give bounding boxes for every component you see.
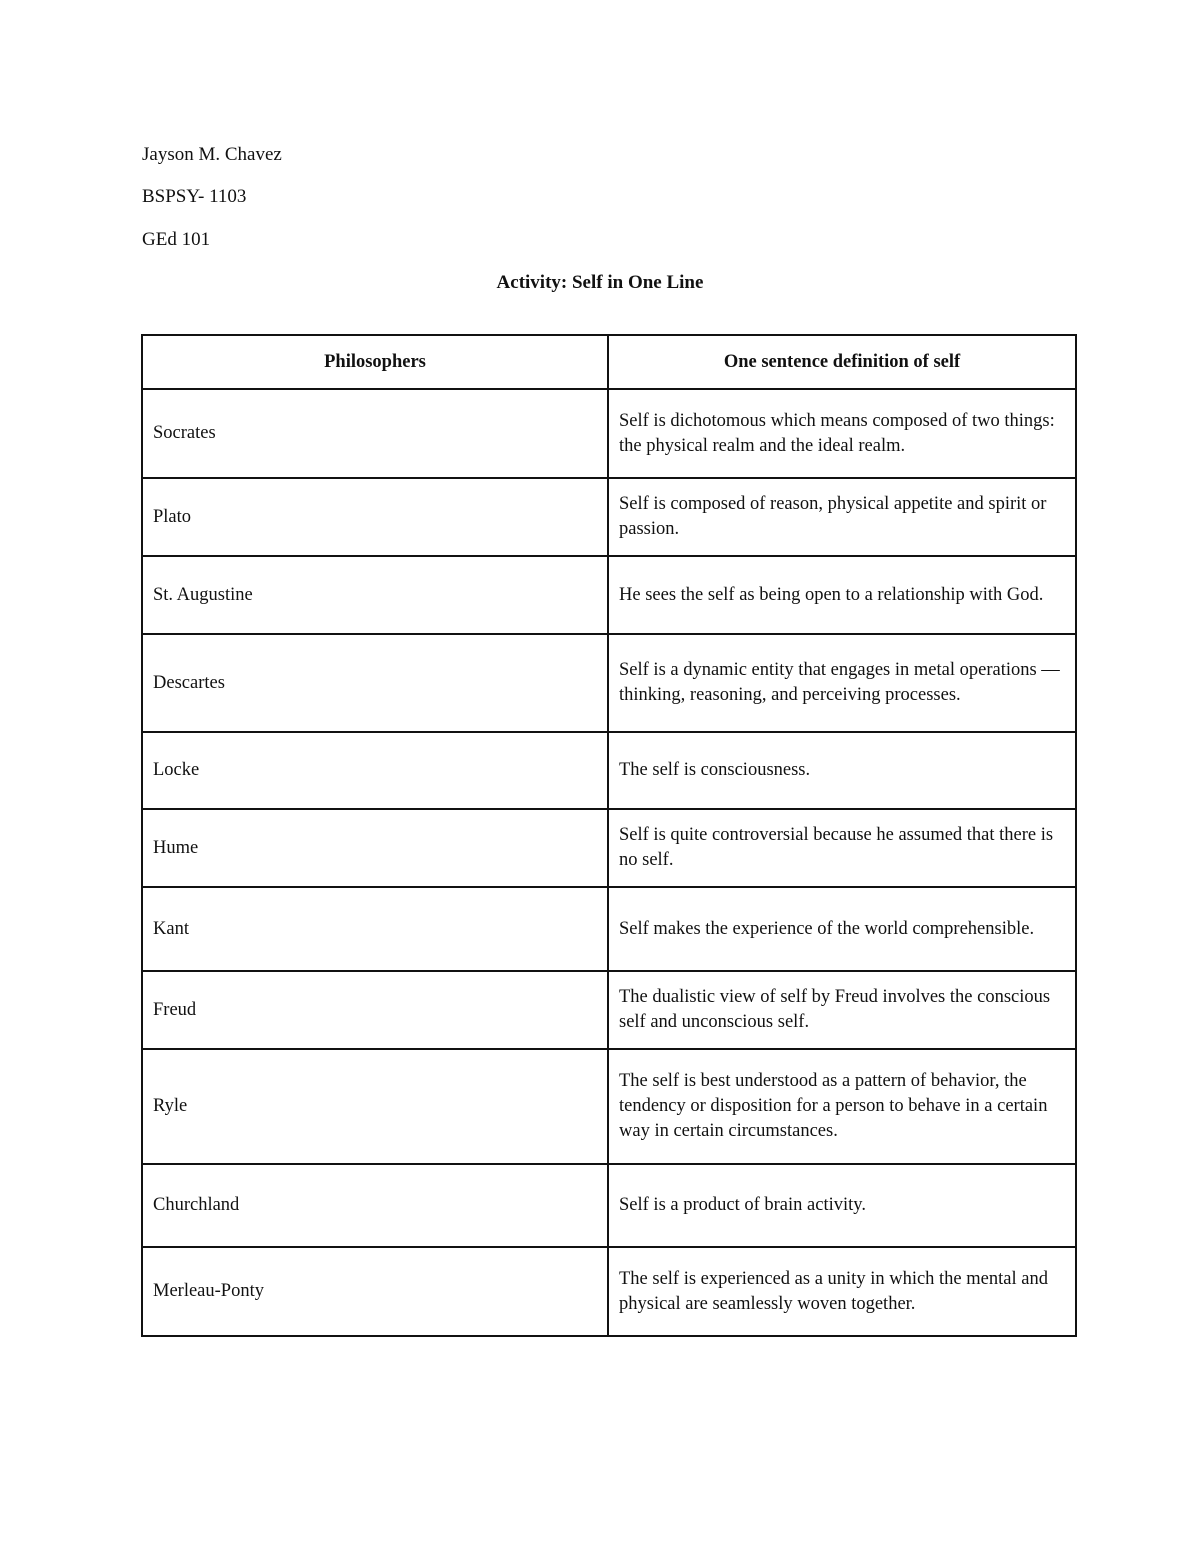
self-definition: The self is experienced as a unity in which the mental and physical are seamlessly woven together. — [608, 1247, 1076, 1336]
table-row — [142, 971, 1076, 1049]
table-row — [142, 1164, 1076, 1247]
self-definition: Self is composed of reason, physical appetite and spirit or passion. — [608, 478, 1076, 556]
column-header-philosophers: Philosophers — [142, 335, 608, 389]
philosophers-table — [141, 334, 1077, 1337]
self-definition: The dualistic view of self by Freud involves the conscious self and unconscious self. — [608, 971, 1076, 1049]
philosopher-name: Locke — [142, 732, 608, 809]
table-row — [142, 887, 1076, 971]
table-row — [142, 389, 1076, 478]
philosopher-name: Churchland — [142, 1164, 608, 1247]
self-definition: The self is best understood as a pattern of behavior, the tendency or disposition for a person to behave in a certain way in certain circumstances. — [608, 1049, 1076, 1164]
philosopher-name: Plato — [142, 478, 608, 556]
student-name: Jayson M. Chavez — [142, 144, 282, 165]
self-definition: The self is consciousness. — [608, 732, 1076, 809]
philosopher-name: Descartes — [142, 634, 608, 732]
table-row — [142, 809, 1076, 887]
philosopher-name: Hume — [142, 809, 608, 887]
table-row — [142, 556, 1076, 634]
self-definition: Self is dichotomous which means composed of two things: the physical realm and the ideal realm. — [608, 389, 1076, 478]
table-row — [142, 634, 1076, 732]
table-row — [142, 732, 1076, 809]
self-definition: Self is quite controversial because he assumed that there is no self. — [608, 809, 1076, 887]
philosopher-name: Ryle — [142, 1049, 608, 1164]
document-title: Activity: Self in One Line — [496, 272, 704, 293]
philosopher-name: Merleau-Ponty — [142, 1247, 608, 1336]
table-row — [142, 478, 1076, 556]
self-definition: Self is a product of brain activity. — [608, 1164, 1076, 1247]
table-row — [142, 1049, 1076, 1164]
self-definition: Self makes the experience of the world comprehensible. — [608, 887, 1076, 971]
philosopher-name: Kant — [142, 887, 608, 971]
student-program: BSPSY- 1103 — [142, 186, 247, 207]
table-row — [142, 1247, 1076, 1336]
column-header-definition: One sentence definition of self — [608, 335, 1076, 389]
table-header-row — [142, 335, 1076, 389]
philosopher-name: St. Augustine — [142, 556, 608, 634]
course-code: GEd 101 — [142, 229, 211, 250]
philosopher-name: Socrates — [142, 389, 608, 478]
philosopher-name: Freud — [142, 971, 608, 1049]
self-definition: He sees the self as being open to a relationship with God. — [608, 556, 1076, 634]
self-definition: Self is a dynamic entity that engages in metal operations — thinking, reasoning, and perceiving processes. — [608, 634, 1076, 732]
